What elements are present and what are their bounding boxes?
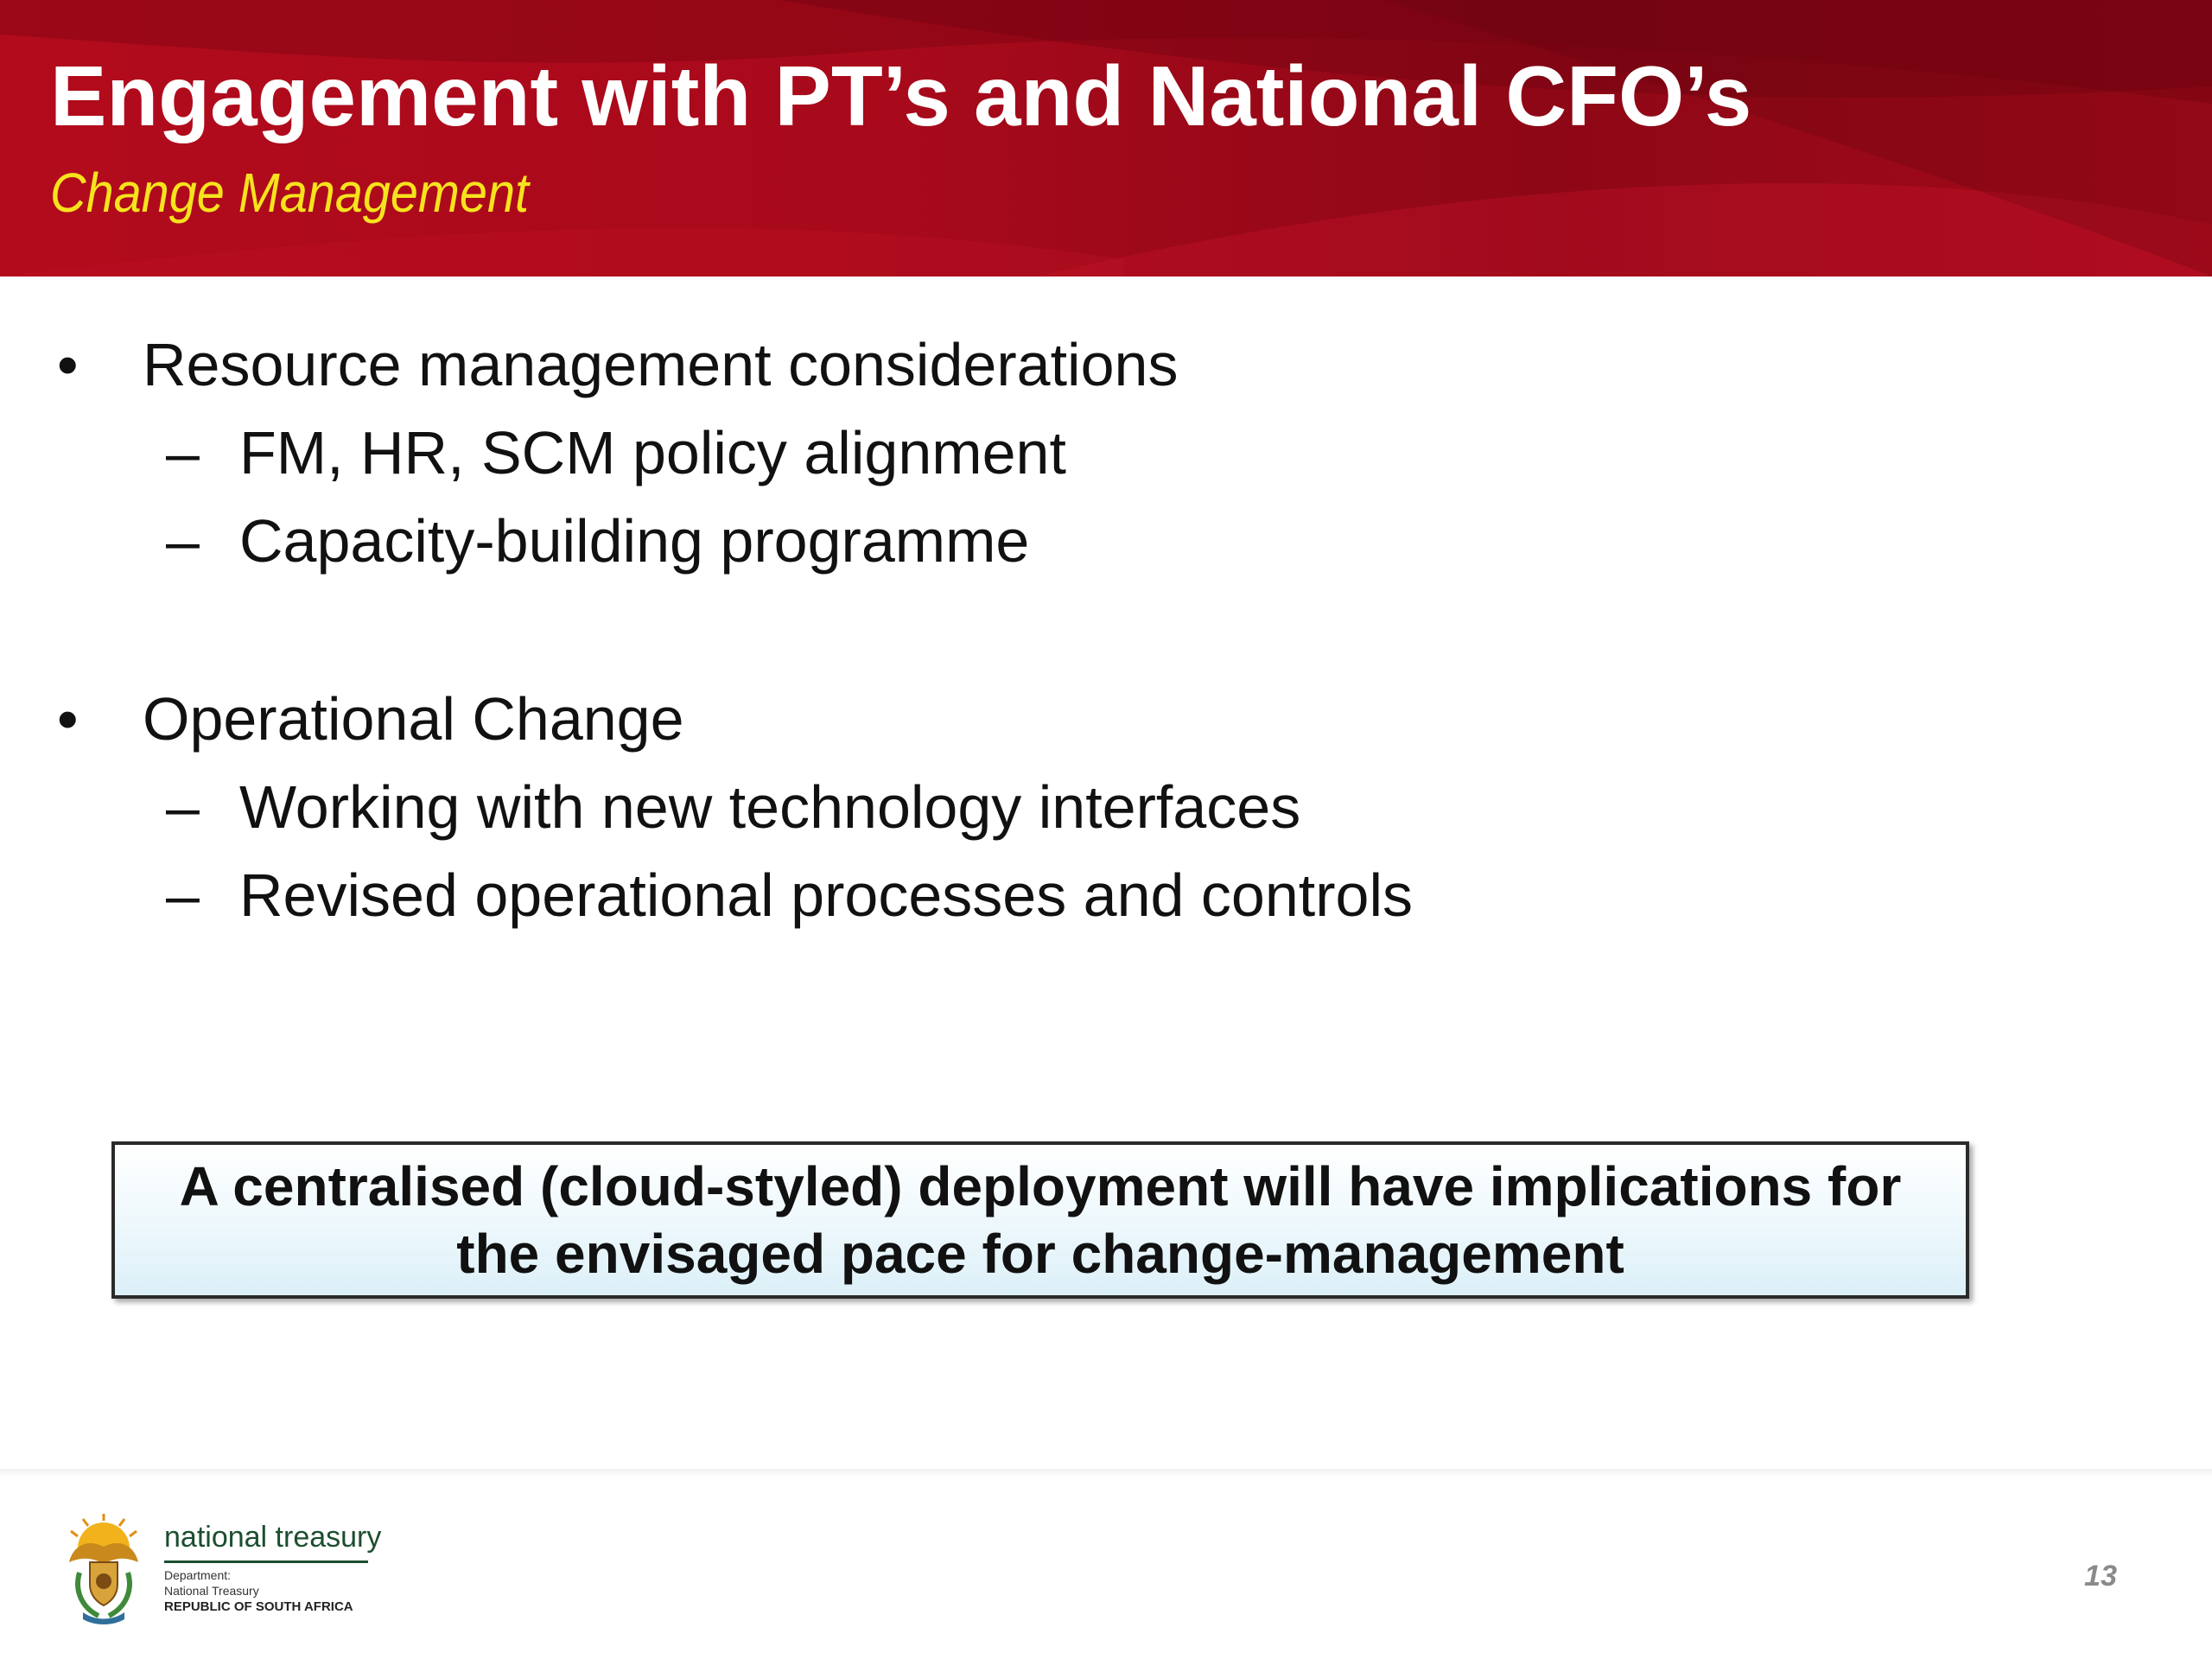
slide-title: Engagement with PT’s and National CFO’s	[50, 48, 1752, 143]
page-number: 13	[2084, 1560, 2117, 1592]
bullet-heading-operational: Operational Change	[143, 685, 684, 753]
bullet-marker: •	[57, 685, 79, 753]
bullet-marker: •	[57, 331, 79, 398]
sub-bullet-item: Revised operational processes and controls	[239, 861, 1413, 929]
sub-bullet-item: Working with new technology interfaces	[239, 773, 1301, 841]
footer-divider	[0, 1469, 2212, 1478]
sub-bullet-marker: –	[166, 419, 200, 486]
slide-subtitle: Change Management	[50, 162, 529, 224]
department-name: National Treasury	[164, 1584, 259, 1598]
bullet-heading-resource: Resource management considerations	[143, 331, 1179, 398]
sub-bullet-marker: –	[166, 773, 200, 841]
callout-line: A centralised (cloud-styled) deployment will have implications for	[179, 1155, 1902, 1217]
sub-bullet-marker: –	[166, 861, 200, 929]
sub-bullet-item: Capacity-building programme	[239, 507, 1030, 575]
sub-bullet-item: FM, HR, SCM policy alignment	[239, 419, 1066, 486]
brand-name: national treasury	[164, 1521, 382, 1554]
department-label: Department:	[164, 1568, 232, 1582]
coat-of-arms-icon	[60, 1512, 147, 1624]
callout-box	[111, 1141, 1969, 1299]
country-name: REPUBLIC OF SOUTH AFRICA	[164, 1599, 353, 1614]
sub-bullet-marker: –	[166, 507, 200, 575]
brand-underline	[164, 1560, 368, 1563]
callout-line: the envisaged pace for change-management	[456, 1223, 1624, 1285]
